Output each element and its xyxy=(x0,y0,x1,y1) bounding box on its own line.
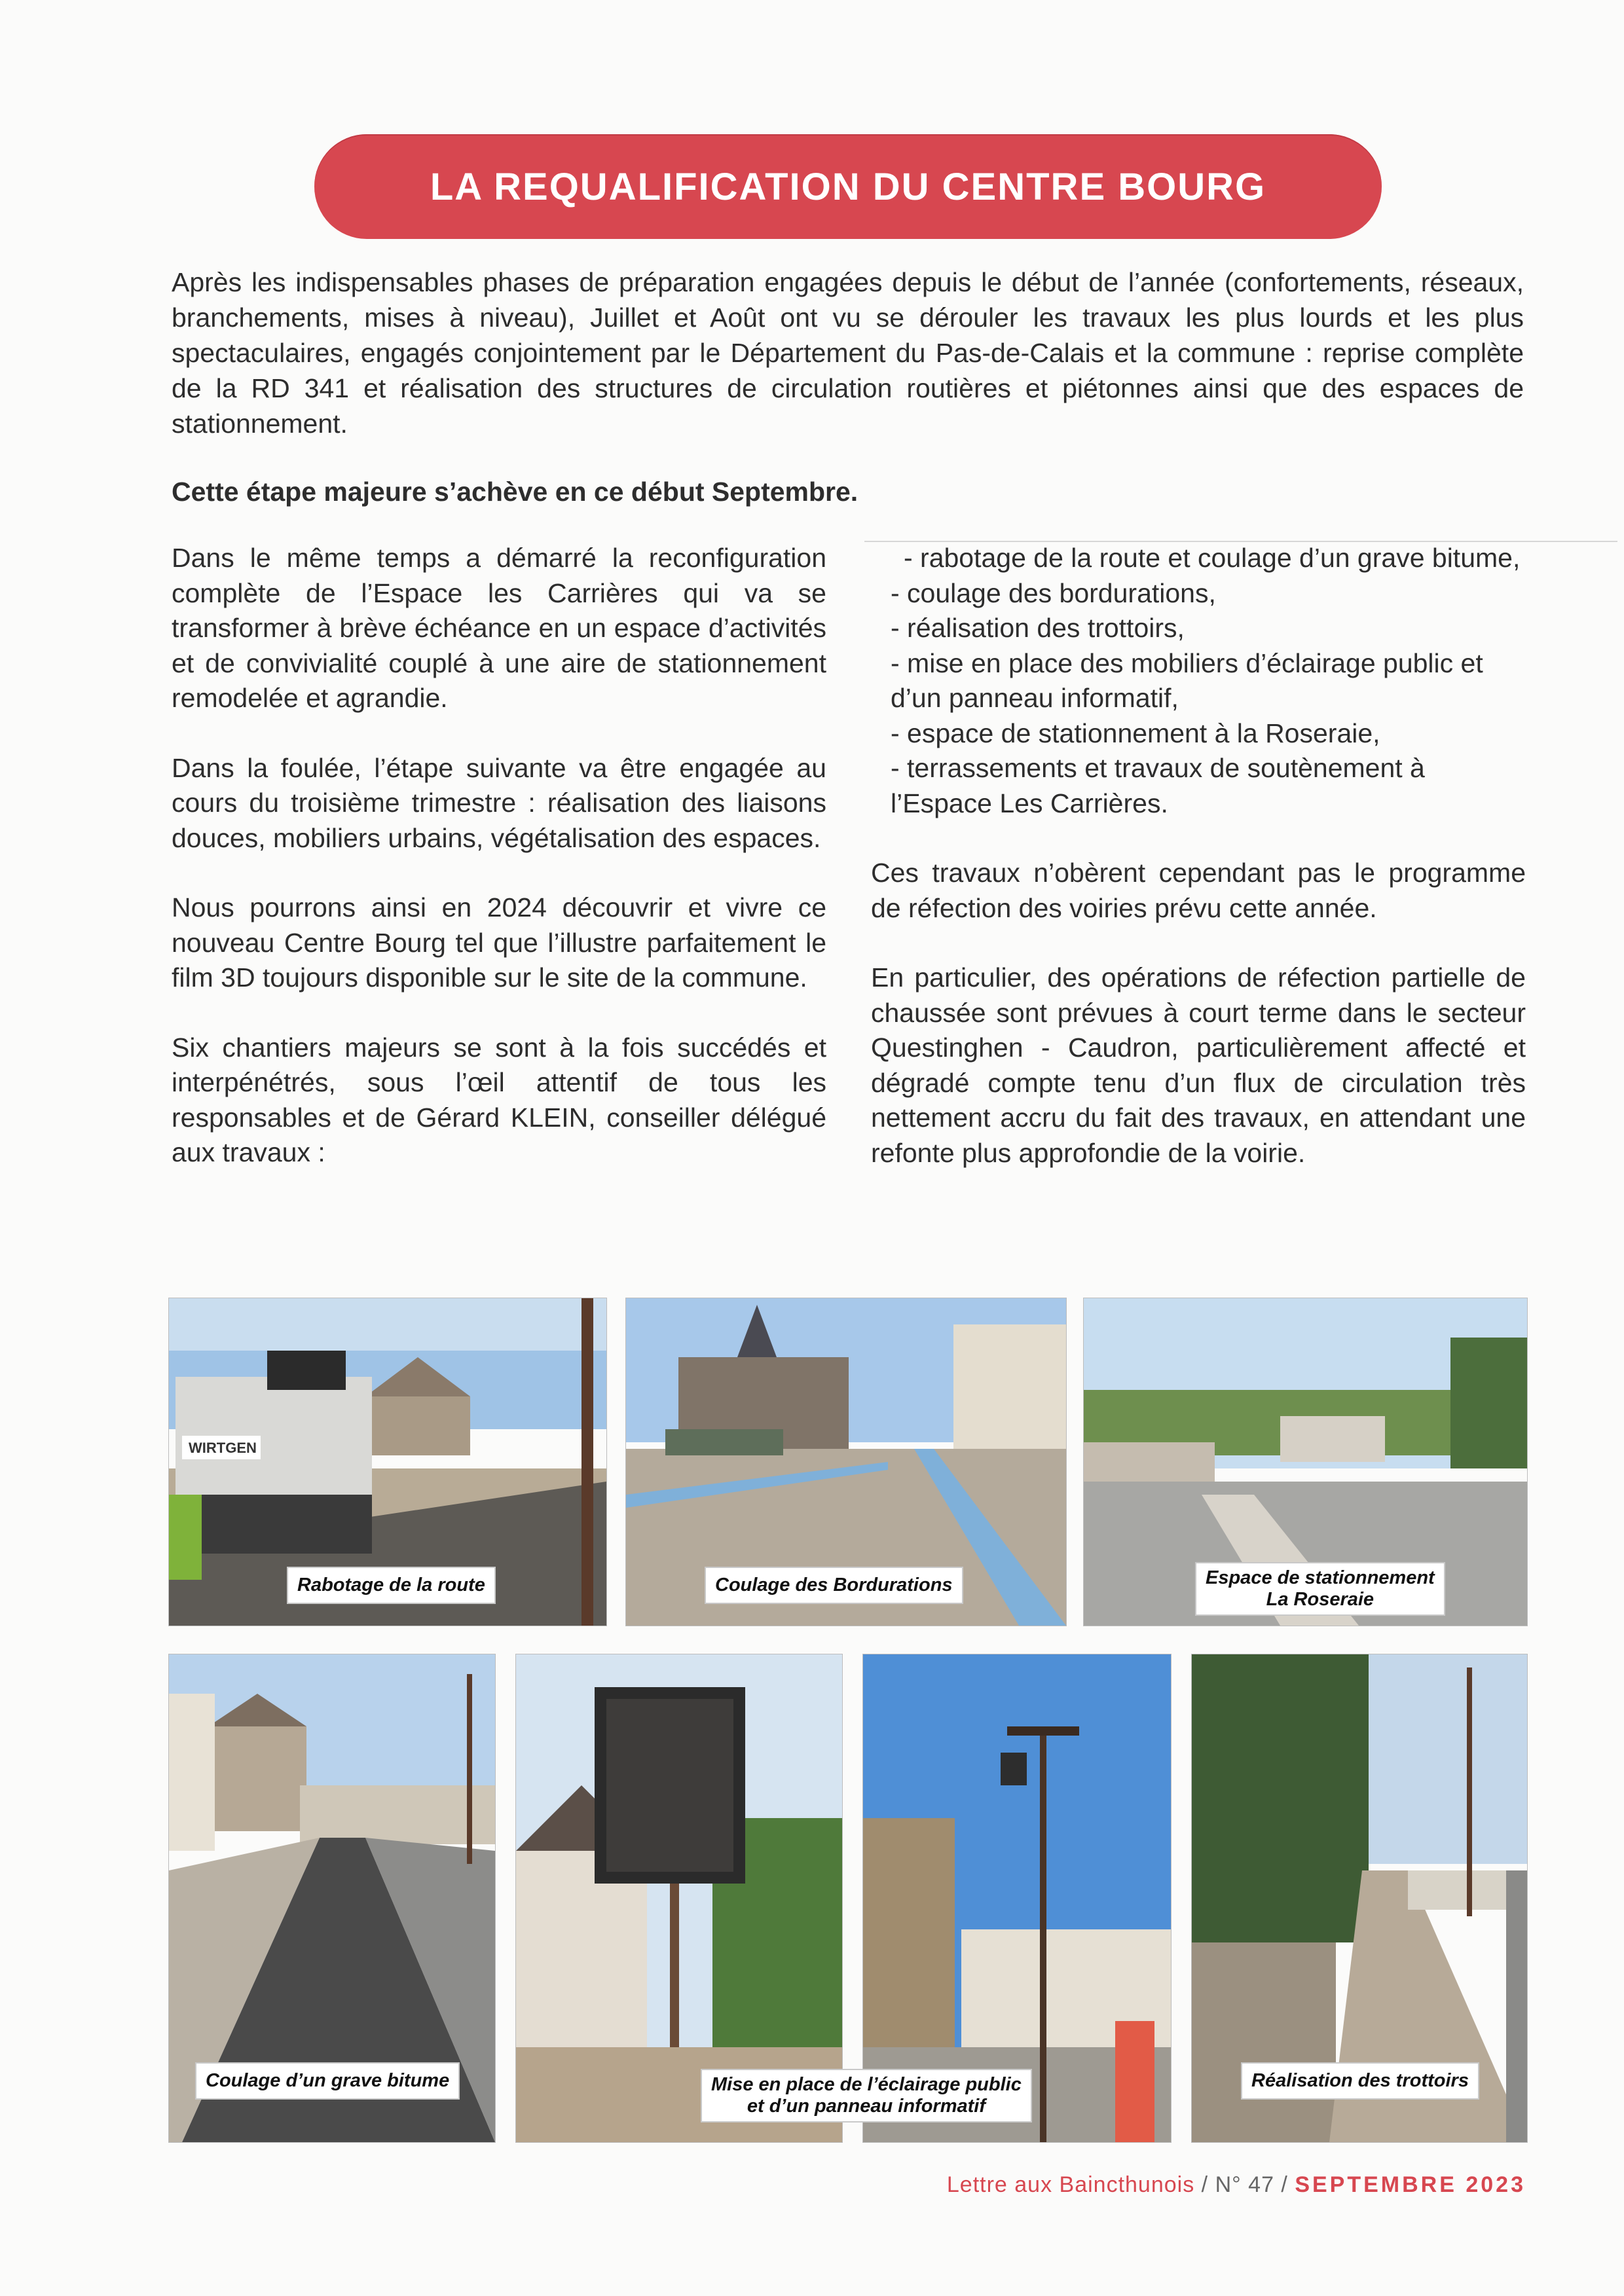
left-paragraph-3: Nous pourrons ainsi en 2024 découvrir et vivre ce nouveau Centre Bourg tel que l’illustre parfaitement le film 3D toujours disponible sur le site de la commune. xyxy=(172,892,826,993)
photo-parking xyxy=(1084,1298,1527,1626)
caption-parking-line-1: Espace de stationnement xyxy=(1206,1567,1435,1588)
works-list-item: - terrassements et travaux de soutènement à l’Espace Les Carrières. xyxy=(891,753,1425,818)
photo-asphalt xyxy=(169,1654,495,2142)
left-paragraph-4: Six chantiers majeurs se sont à la fois succédés et interpénétrés, sous l’œil attentif de tous les responsables et de Gérard KLEIN, conseiller délégué aux travaux : xyxy=(172,1032,826,1167)
works-list-item: - mise en place des mobiliers d’éclairage public et d’un panneau informatif, xyxy=(891,647,1483,713)
footer-publication: Lettre aux Baincthunois xyxy=(946,2172,1195,2197)
machine-label: WIRTGEN xyxy=(189,1440,257,1456)
page-title: LA REQUALIFICATION DU CENTRE BOURG xyxy=(430,165,1266,208)
caption-sidewalks: Réalisation des trottoirs xyxy=(1241,2062,1479,2100)
right-paragraph-2: En particulier, des opérations de réfection partielle de chaussée sont prévues à court terme dans le secteur Questinghen - Caudron, particulièrement affecté et dégradé compte tenu d’un flux de circulation très nettement accru du fait des travaux, en attendant une refonte plus approfondie de la voirie. xyxy=(871,962,1526,1168)
footer-issue-number: / N° 47 / xyxy=(1201,2172,1288,2197)
left-column xyxy=(172,541,826,1205)
intro-bold-statement: Cette étape majeure s’achève en ce début Septembre. xyxy=(172,477,858,507)
caption-parking-line-2: La Roseraie xyxy=(1266,1589,1375,1610)
intro-paragraph: Après les indispensables phases de préparation engagées depuis le début de l’année (confortements, réseaux, branchements, mises à niveau), Juillet et Août ont vu se dérouler les travaux les plus lourds et les plus spectaculaires, engagés conjointement par le Département du Pas-de-Calais et la commune : reprise complète de la RD 341 et réalisation des structures de circulation routières et piétonnes ainsi que des espaces de stationnement. xyxy=(172,267,1524,439)
photo-sidewalks xyxy=(1192,1654,1527,2142)
works-list-item: - rabotage de la route et coulage d’un grave bitume, xyxy=(904,543,1521,573)
works-list-item: - espace de stationnement à la Roseraie, xyxy=(891,718,1380,748)
left-paragraph-1: Dans le même temps a démarré la reconfiguration complète de l’Espace les Carrières qui va se transformer à brève échéance en un espace d’activités et de convivialité couplé à une aire de stationnement remodelée et agrandie. xyxy=(172,543,826,713)
right-paragraph-1: Ces travaux n’obèrent cependant pas le programme de réfection des voiries prévu cette année. xyxy=(871,858,1526,923)
caption-asphalt: Coulage d’un grave bitume xyxy=(195,2062,460,2100)
footer-month: SEPTEMBRE 2023 xyxy=(1295,2172,1526,2197)
caption-lighting-line-1: Mise en place de l’éclairage public xyxy=(711,2074,1022,2095)
caption-road-planing: Rabotage de la route xyxy=(287,1567,496,1604)
caption-lighting xyxy=(701,2069,1032,2123)
left-paragraph-2: Dans la foulée, l’étape suivante va être engagée au cours du troisième trimestre : réalisation des liaisons douces, mobiliers urbains, végétalisation des espaces. xyxy=(172,752,826,853)
caption-curbs: Coulage des Bordurations xyxy=(705,1567,963,1604)
photo-road-planing xyxy=(169,1298,606,1626)
caption-lighting-line-2: et d’un panneau informatif xyxy=(747,2096,986,2117)
works-list-item: - coulage des bordurations, xyxy=(891,577,1216,608)
caption-parking xyxy=(1195,1562,1445,1616)
page-footer xyxy=(947,2172,1526,2198)
title-banner xyxy=(314,134,1382,239)
works-list-item: - réalisation des trottoirs, xyxy=(891,613,1185,643)
photo-curbs xyxy=(626,1298,1066,1626)
works-list xyxy=(871,541,1526,821)
right-column xyxy=(871,541,1526,1205)
